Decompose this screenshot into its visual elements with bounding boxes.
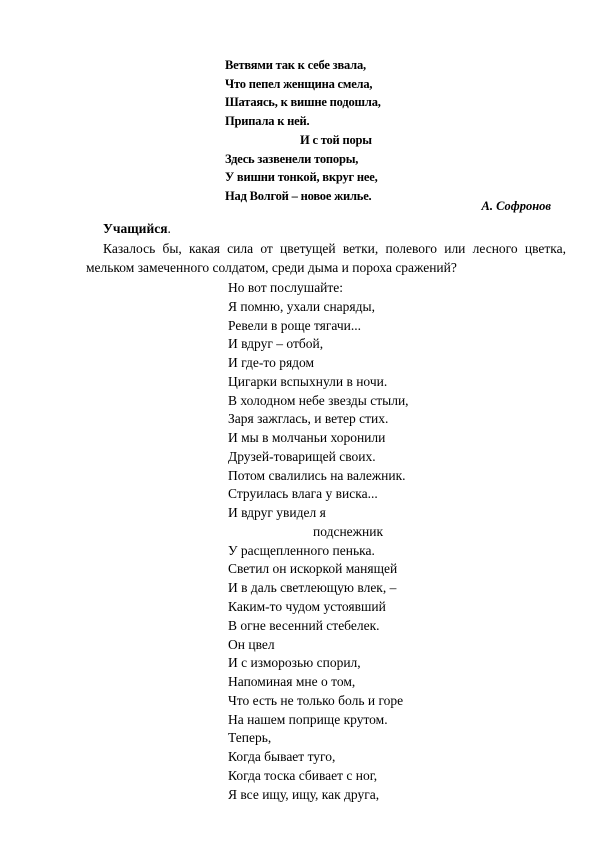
poem-line: Каким-то чудом устоявший	[228, 599, 386, 615]
poem-line: Ветвями так к себе звала,	[225, 58, 366, 72]
poem-line: Когда тоска сбивает с ног,	[228, 767, 378, 783]
poem-line: Теперь,	[228, 730, 272, 746]
poem-line-indented: И с той поры	[300, 132, 372, 147]
poem-line: Припала к ней.	[225, 114, 310, 129]
poem-line: Он цвел	[228, 636, 275, 652]
poem-line: Ревели в роще тягачи...	[228, 317, 362, 333]
poem-line: Цигарки вспыхнули в ночи.	[228, 373, 388, 389]
poem-line: И с изморозью спорил,	[228, 655, 361, 671]
poem-line: В холодном небе звезды стыли,	[228, 392, 409, 408]
poem-line: И мы в молчаньи хоронили	[228, 430, 386, 446]
poem-line: Что пепел женщина смела,	[225, 76, 373, 91]
poem-excerpt-1	[225, 56, 565, 206]
poem-line: У расщепленного пенька.	[228, 542, 375, 558]
poem-line: Когда бывает туго,	[228, 749, 336, 765]
poem-line: Над Волгой – новое жилье.	[225, 188, 372, 203]
poem-line: Шатаясь, к вишне подошла,	[225, 95, 381, 110]
poem-line: Заря зажглась, и ветер стих.	[228, 411, 389, 427]
body-paragraph: Казалось бы, какая сила от цветущей ветки, полевого или лесного цветка, мельком замеченного солдатом, среди дыма и пороха сражений?	[86, 241, 566, 275]
poem-excerpt-2	[228, 279, 548, 804]
poem-line: Потом свалились на валежник.	[228, 467, 406, 483]
poem-line: И где-то рядом	[228, 355, 315, 371]
poem-line: Я помню, ухали снаряды,	[228, 298, 375, 314]
poem-line: В огне весенний стебелек.	[228, 617, 380, 633]
poem-line: У вишни тонкой, вкруг нее,	[225, 170, 378, 185]
poem-line: На нашем поприще крутом.	[228, 711, 388, 727]
poem-line: Светил он искоркой манящей	[228, 561, 398, 577]
poem-line: И вдруг – отбой,	[228, 336, 324, 352]
poem-line-indented: подснежник	[313, 523, 383, 539]
speaker-label	[103, 221, 171, 237]
poem-line: Но вот послушайте:	[228, 280, 344, 295]
speaker-punct: .	[167, 221, 171, 236]
poem-line: Напоминая мне о том,	[228, 674, 356, 690]
poem-line: Здесь зазвенели топоры,	[225, 151, 359, 166]
poem-author: А. Софронов	[481, 199, 551, 213]
poem-line: И в даль светлеющую влек, –	[228, 580, 397, 596]
poem-line: И вдруг увидел я	[228, 505, 326, 521]
poem-line: Что есть не только боль и горе	[228, 692, 404, 708]
poem-line: Струилась влага у виска...	[228, 486, 378, 502]
poem-line: Я все ищу, ищу, как друга,	[228, 786, 380, 802]
speaker-name: Учащийся	[103, 221, 168, 236]
poem-line: Друзей-товарищей своих.	[228, 448, 376, 464]
